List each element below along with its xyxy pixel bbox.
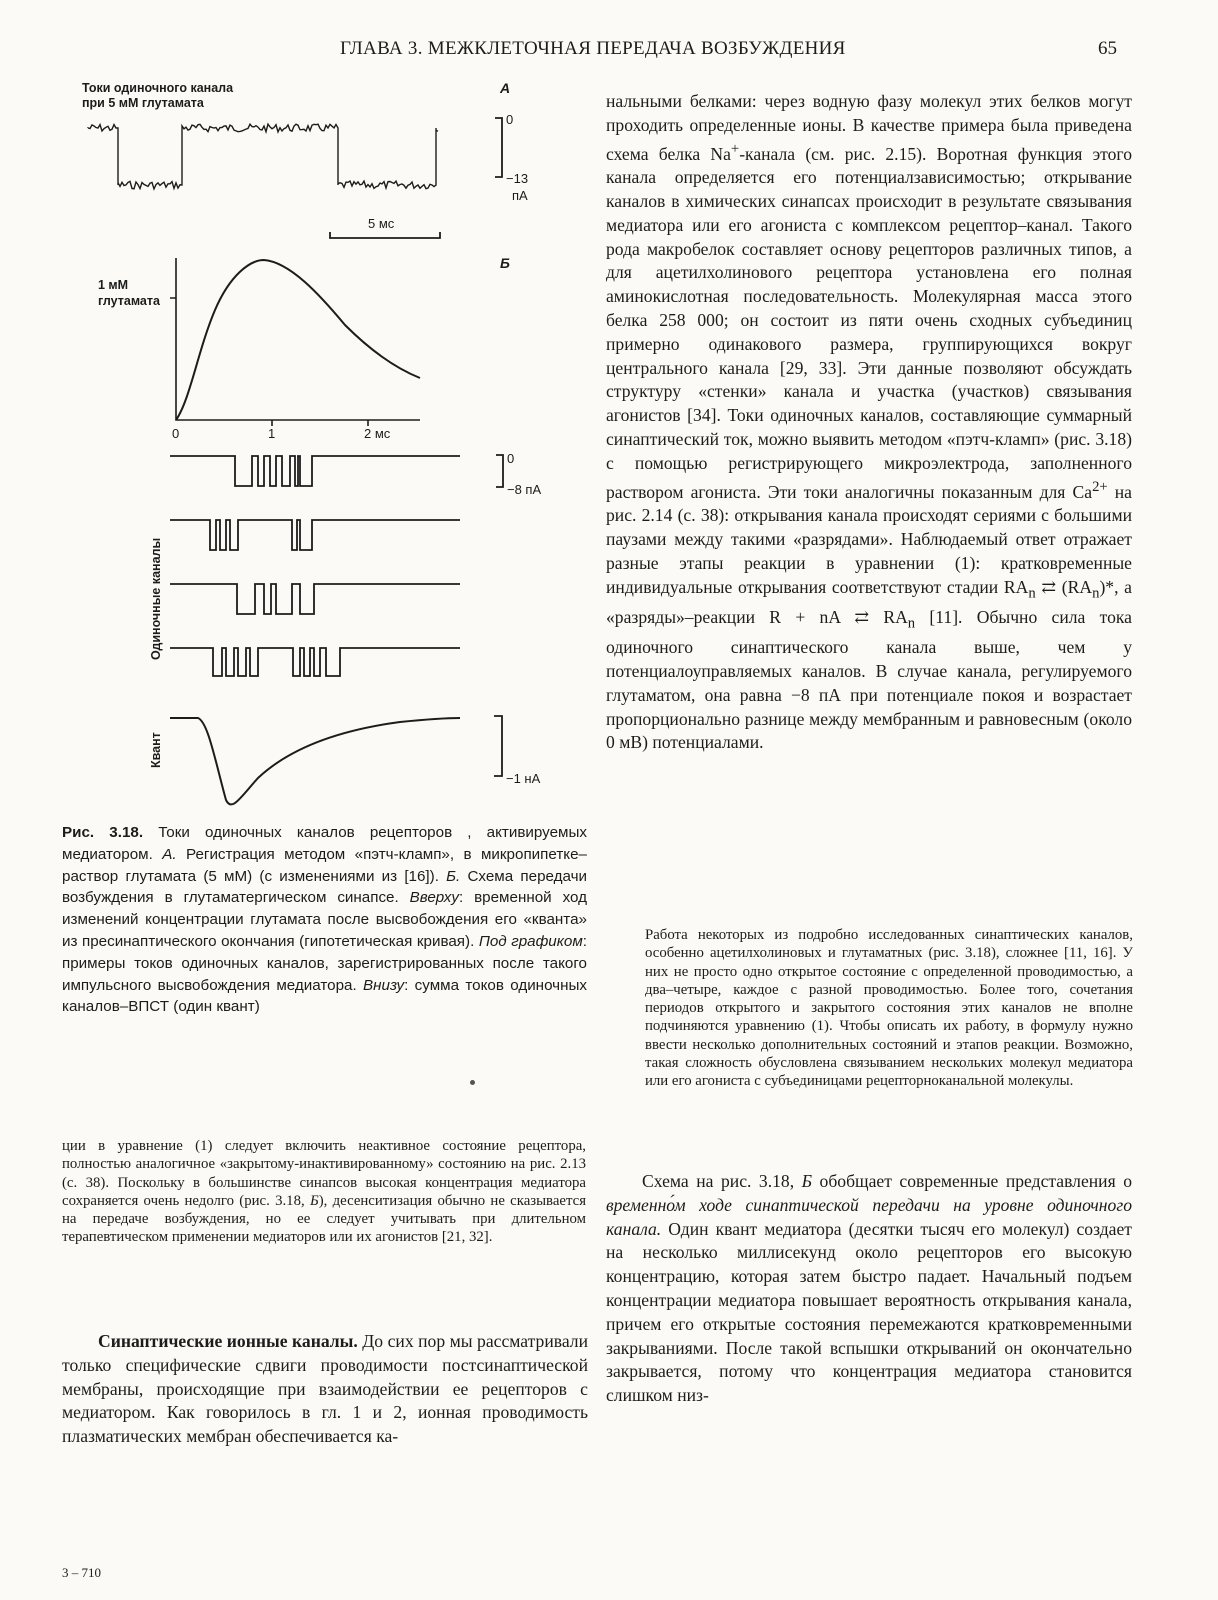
text-run: До сих пор мы рассматривали только специфические сдвиги проводимости постсинаптической мембраны, происходящие при взаимодействии ее рецепторов с медиатором. Как говорилось в гл. 1 и 2, ионная проводимость плазматических мембран обеспечивается ка- xyxy=(62,1331,588,1447)
conc-label-line1: 1 мМ xyxy=(98,278,129,292)
text-run: ⇄ (RA xyxy=(1035,576,1093,597)
channels-scale-bottom: −8 пА xyxy=(507,482,542,497)
text-run: )*, а «разряды»–реакции R + nA ⇄ RA xyxy=(606,576,1132,627)
panel-a xyxy=(82,80,528,238)
panel-a-label-line2: при 5 мМ глутамата xyxy=(82,96,204,110)
section-heading: Синаптические ионные каналы. xyxy=(98,1331,358,1351)
current-scale-bar-b xyxy=(496,455,503,487)
text-run: Схема на рис. 3.18, xyxy=(642,1171,802,1191)
superscript: 2+ xyxy=(1092,478,1108,495)
caption-bottom-label: Внизу xyxy=(363,976,405,994)
x-tick-2: 2 мс xyxy=(364,426,391,441)
panel-a-letter: А xyxy=(500,80,511,96)
channels-scale-top: 0 xyxy=(507,451,515,466)
subscript: n xyxy=(1028,585,1036,602)
single-channel-trace-3 xyxy=(170,584,460,614)
subscript: n xyxy=(907,615,916,632)
quantum-scale-label: −1 нА xyxy=(506,771,541,786)
figure-caption xyxy=(62,822,587,1018)
caption-under-label: Под графиком xyxy=(478,932,583,950)
panel-b xyxy=(98,255,541,804)
concentration-axes xyxy=(170,258,420,426)
x-tick-0: 0 xyxy=(172,426,180,441)
superscript: + xyxy=(730,140,740,157)
caption-part2: Регистрация методом «пэтч-кламп», в микропипетке–раствор глутамата (5 мМ) (с изменениями из [16]). xyxy=(62,845,587,885)
text-run-italic: временно́м ходе синаптической передачи на уровне одиночного канала. xyxy=(606,1194,1132,1239)
x-tick-1: 1 xyxy=(268,426,276,441)
glutamate-concentration-curve xyxy=(176,260,420,420)
quantum-scale-bar xyxy=(494,716,502,776)
print-speck xyxy=(470,1080,475,1085)
single-channel-trace-1 xyxy=(170,456,460,486)
section-paragraph xyxy=(62,1330,588,1449)
text-run: ции в уравнение (1) следует включить неактивное состояние рецептора, полностью аналогичное «закрытому-инактивированному» состоянию на рис. 2.13 (с. 38). Поскольку в большинстве синапсов высокая концентрация медиатора сохраняется очень недолго (рис. 3.18, xyxy=(62,1138,586,1209)
quantum-axis-label: Квант xyxy=(149,732,163,768)
text-run-italic: Б xyxy=(309,1192,319,1209)
scale-a-bottom: −13 xyxy=(506,171,529,186)
quantum-current-trace xyxy=(170,718,460,804)
caption-part6: : сумма токов одиночных каналов–ВПСТ (один квант) xyxy=(62,976,587,1016)
small-print-paragraph-left xyxy=(62,1137,586,1247)
body-paragraph-right-1 xyxy=(606,90,1132,755)
caption-a-letter: А. xyxy=(162,845,177,863)
caption-part5: : примеры токов одиночных каналов, зарегистрированных после такого импульсного высвобождения медиатора. xyxy=(62,932,587,994)
scale-a-unit: пА xyxy=(512,188,528,203)
small-print-paragraph: Работа некоторых из подробно исследованных синаптических каналов, особенно ацетилхолиновых и глутаматных (рис. 3.18), сложнее [11, 16]. У них не просто одно открытое состояние с определенной проводимостью, а два–четыре, каждое с разной проводимостью. Более того, сочетания периодов открытого и закрытого состояния этих каналов не вполне подчиняются уравнению (1). Чтобы описать их работу, в формулу нужно ввести несколько дополнительных состояний и этапов реакции. Возможно, такая сложность обусловлена связыванием нескольких молекул медиатора или его агониста с субъединицами рецепторноканальной молекулы. xyxy=(645,927,1133,1090)
text-run: [11]. Обычно сила тока одиночного синаптического канала выше, чем у потенциалоуправляемых каналов. В случае канала, регулируемого глутаматом, она равна −8 пА при потенциале покоя и возрастает пропорционально разнице между мембранным и равновесным (около 0 мВ) потенциалами. xyxy=(606,606,1132,753)
page-number: 65 xyxy=(1098,38,1117,59)
conc-label-line2: глутамата xyxy=(98,294,160,308)
panel-b-letter: Б xyxy=(500,255,510,271)
channels-axis-label: Одиночные каналы xyxy=(149,537,163,660)
body-paragraph-right-3 xyxy=(606,1170,1132,1408)
text-run: ), десенситизация обычно не сказывается на передаче возбуждения, но ее следует учитывать при длительном терапевтическом применении медиаторов или их агонистов [21, 32]. xyxy=(62,1192,587,1246)
caption-part3: Схема передачи возбуждения в глутаматергическом синапсе. xyxy=(62,867,587,907)
printer-signature: 3 – 710 xyxy=(62,1565,101,1580)
figure-3-18 xyxy=(0,0,600,820)
caption-b-letter: Б. xyxy=(446,867,461,885)
subscript: n xyxy=(1092,585,1100,602)
single-channel-trace-4 xyxy=(170,648,460,676)
scale-a-top: 0 xyxy=(506,112,514,127)
text-run: -канала (см. рис. 2.15). Воротная функция этого канала определяется его потенциалзависимостью; открывание каналов в химических синапсах происходит в результате связывания медиатора или его агониста с комплексом рецептор–канал. Такого рода макробелок составляет основу рецепторов различных типов, а для ацетилхолинового рецептора установлена его полная аминокислотная последовательность. Молекулярная масса этого белка 258 000; он состоит из пяти очень сходных субъединиц примерно одинакового размера, группирующихся вокруг центрального канала [29, 33]. Эти данные позволяют обсуждать структуру «стенки» канала и участка (участков) связывания агонистов [34]. Токи одиночных каналов, составляющие суммарный синаптический ток, можно выявить методом «пэтч-кламп» (рис. 3.18) с помощью регистрирующего микроэлектрода, заполненного раствором агониста. Эти токи аналогичны показанным для Ca xyxy=(606,143,1132,502)
caption-top-label: Вверху xyxy=(409,889,459,907)
time-scale-label: 5 мс xyxy=(368,216,395,231)
text-run: на рис. 2.14 (с. 38): открывания канала происходят сериями с большими паузами между такими «разрядами». Наблюдаемый ответ отражает разные этапы реакции в уравнении (1): кратковременные индивидуальные открывания соответствуют стадии RA xyxy=(606,481,1132,597)
single-channel-trace-2 xyxy=(170,520,460,550)
single-channel-trace-a xyxy=(88,124,438,189)
text-run: нальными белками: через водную фазу молекул этих белков могут проходить определенные ионы. В качестве примера была приведена схема белка Na xyxy=(606,91,1132,164)
current-scale-bar-a xyxy=(495,118,502,177)
text-run: Один квант медиатора (десятки тысяч его молекул) создает на несколько миллисекунд около рецепторов его высокую концентрацию, которая затем быстро падает. Начальный подъем концентрации медиатора повышает вероятность открывания канала, причем его открытые состояния перемежаются кратковременными закрываниями. После такой вспышки открываний он окончательно закрывается, потому что концентрация медиатора становится слишком низ- xyxy=(606,1218,1132,1406)
chapter-title: ГЛАВА 3. МЕЖКЛЕТОЧНАЯ ПЕРЕДАЧА ВОЗБУЖДЕНИЯ xyxy=(340,38,846,59)
text-run: обобщает современные представления о xyxy=(812,1171,1132,1191)
caption-part4: : временной ход изменений концентрации глутамата после высвобождения его «кванта» из пресинаптического окончания (гипотетическая кривая). xyxy=(62,889,587,950)
text-run-italic: Б xyxy=(801,1171,813,1191)
time-scale-bar xyxy=(330,232,440,238)
panel-a-label-line1: Токи одиночного канала xyxy=(82,81,234,95)
caption-part1: Токи одиночных каналов рецепторов , активируемых медиатором. xyxy=(62,824,587,863)
caption-label: Рис. 3.18. xyxy=(62,824,144,841)
